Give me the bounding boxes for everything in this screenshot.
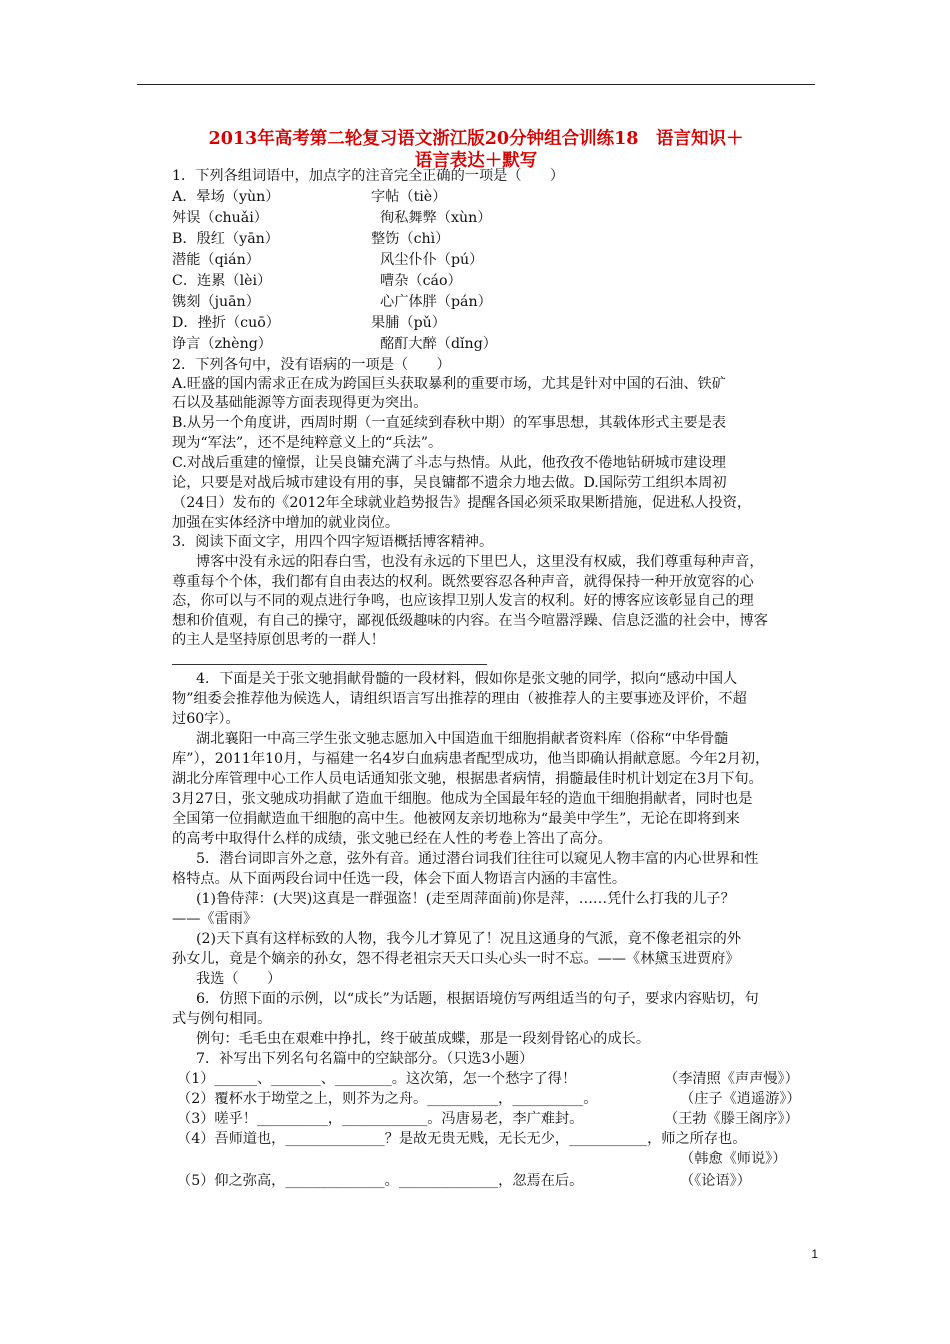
q1-option: B．殷红（yān） (172, 231, 279, 247)
q7-item: （2）覆杯水于坳堂之上，则芥为之舟。__________，__________。 (177, 1091, 598, 1107)
q1-option-col2: 酩酊大醉（dǐng） (380, 336, 497, 352)
q5-line: (2)天下真有这样标致的人物，我今儿才算见了！况且这通身的气派，竟不像老祖宗的外 (196, 931, 742, 947)
q3-passage-line: 博客中没有永远的阳春白雪，也没有永远的下里巴人，这里没有权威，我们尊重每种声音， (196, 554, 764, 570)
q5-line: 孙女儿，竟是个嫡亲的孙女，怨不得老祖宗天天口头心头一时不忘。——《林黛玉进贾府》 (172, 951, 740, 967)
q5-line: (1)鲁侍萍：(大哭)这真是一群强盗！(走至周萍面前)你是萍，……凭什么打我的儿子？ (196, 891, 735, 907)
q4-line: 库”），2011年10月，与福建一名4岁白血病患者配型成功，他当即确认捐献意愿。今年2月初， (172, 751, 770, 767)
q1-option: 潜能（qián） (172, 252, 260, 268)
q3-stem: 3．阅读下面文字，用四个四字短语概括博客精神。 (172, 534, 494, 550)
q3-passage-line: 想和价值观，有自己的操守，鄙视低级趣味的内容。在当今喧嚣浮躁、信息泛滥的社会中，博客 (172, 613, 768, 629)
answer-blank-line (172, 664, 487, 665)
q5-line: 我选（ ） (196, 971, 282, 987)
q4-line: 的高考中取得什么样的成绩，张文驰已经在人性的考卷上答出了高分。 (172, 831, 612, 847)
q2-line: A.旺盛的国内需求正在成为跨国巨头获取暴利的重要市场，尤其是针对中国的石油、铁矿 (172, 376, 726, 392)
q7-source: （韩愈《师说》） (680, 1151, 787, 1167)
q5-line: 格特点。从下面两段台词中任选一段，体会下面人物语言内涵的丰富性。 (172, 871, 627, 887)
q6-line: 例句：毛毛虫在艰难中挣扎，终于破茧成蝶，那是一段刻骨铭心的成长。 (196, 1031, 651, 1047)
q4-line: 3月27日，张文驰成功捐献了造血干细胞。他成为全国最年轻的造血干细胞捐献者，同时也是 (172, 791, 753, 807)
q6-line: 式与例句相同。 (172, 1011, 272, 1027)
q3-passage-line: 尊重每个个体，我们都有自由表达的权利。既然要容忍各种声音，就得保持一种开放宽容的心 (172, 574, 754, 590)
q1-option: A．晕场（yùn） (172, 189, 280, 205)
q1-option: C．连累（lèi） (172, 273, 272, 289)
q1-option: D．挫折（cuō） (172, 315, 280, 331)
q4-line: 物”组委会推荐他为候选人，请组织语言写出推荐的理由（被推荐人的主要事迹及评价，不超 (172, 691, 747, 707)
q7-source: （庄子《逍遥游》） (680, 1091, 801, 1107)
q7-source: （李清照《声声慢》） (664, 1071, 799, 1087)
q3-passage-line: 态，你可以与不同的观点进行争鸣，也应该捍卫别人发言的权利。好的博客应该彰显自己的理 (172, 593, 754, 609)
q4-line: 过60字）。 (172, 711, 240, 727)
q2-line: 加强在实体经济中增加的就业岗位。 (172, 515, 400, 531)
q1-option-col2: 徇私舞弊（xùn） (380, 210, 492, 226)
q1-option-col2: 风尘仆仆（pú） (380, 252, 484, 268)
q4-line: 4．下面是关于张文驰捐献骨髓的一段材料，假如你是张文驰的同学，拟向“感动中国人 (196, 671, 738, 687)
header-rule (137, 84, 815, 85)
q1-option-col2: 整饬（chì） (371, 231, 450, 247)
q3-passage-line: 的主人是坚持原创思考的一群人！ (172, 632, 385, 648)
q7-source: （《论语》） (680, 1173, 751, 1189)
q2-line: 现为“军法”，还不是纯粹意义上的“兵法”。 (172, 435, 443, 451)
q7-item: （5）仰之弥高，______________。______________，忽焉在后。 (177, 1173, 584, 1189)
q1-option: 诤言（zhèng） (172, 336, 272, 352)
doc-title-line2: 语言表达＋默写 (414, 151, 538, 171)
q1-option-col2: 嘈杂（cáo） (380, 273, 462, 289)
q2-line: （24日）发布的《2012年全球就业趋势报告》提醒各国必须采取果断措施，促进私人投资， (172, 495, 752, 511)
q7-stem: 7．补写出下列名句名篇中的空缺部分。（只选3小题） (196, 1051, 534, 1067)
q1-option: 镌刻（juān） (172, 294, 260, 310)
q4-line: 湖北分库管理中心工作人员电话通知张文驰，根据患者病情，捐髓最佳时机计划定在3月下旬。 (172, 771, 763, 787)
q2-line: 石以及基础能源等方面表现得更为突出。 (172, 395, 428, 411)
q1-option: 舛误（chuǎi） (172, 210, 268, 226)
q2-line: 论，只要是对战后城市建设有用的事，吴良镛都不遗余力地去做。D.国际劳工组织本周初 (172, 475, 727, 491)
q1-option-col2: 字帖（tiè） (371, 189, 447, 205)
q1-option-col2: 果脯（pǔ） (371, 315, 446, 331)
q4-line: 全国第一位捐献造血干细胞的高中生。他被网友亲切地称为“最美中学生”，无论在即将到来 (172, 811, 740, 827)
q2-stem: 2．下列各句中，没有语病的一项是（ ） (172, 357, 451, 373)
q1-option-col2: 心广体胖（pán） (380, 294, 492, 310)
q4-line: 湖北襄阳一中高三学生张文驰志愿加入中国造血干细胞捐献者资料库（俗称“中华骨髓 (196, 731, 729, 747)
q2-line: B.从另一个角度讲，西周时期（一直延续到春秋中期）的军事思想，其载体形式主要是表 (172, 415, 727, 431)
q5-line: 5．潜台词即言外之意，弦外有音。通过潜台词我们往往可以窥见人物丰富的内心世界和性 (196, 851, 759, 867)
q7-item: （1）______、_______、________。这次第，怎一个愁字了得！ (177, 1071, 577, 1087)
q7-item: （4）吾师道也，______________？是故无贵无贱，无长无少，___________，师之所存也。 (177, 1131, 747, 1147)
doc-title-line1: 2013年高考第二轮复习语文浙江版20分钟组合训练18 语言知识＋ (208, 129, 744, 149)
q5-line: ——《雷雨》 (172, 911, 258, 927)
q7-item: （3）嗟乎！__________，____________。冯唐易老，李广难封。 (177, 1111, 584, 1127)
q1-stem: 1．下列各组词语中，加点字的注音完全正确的一项是（ ） (172, 168, 565, 184)
q2-line: C.对战后重建的憧憬，让吴良镛充满了斗志与热情。从此，他孜孜不倦地钻研城市建设理 (172, 455, 726, 471)
page-number: 1 (811, 1247, 818, 1261)
q7-source: （王勃《滕王阁序》） (664, 1111, 799, 1127)
q6-line: 6．仿照下面的示例，以“成长”为话题，根据语境仿写两组适当的句子，要求内容贴切，句 (196, 991, 759, 1007)
